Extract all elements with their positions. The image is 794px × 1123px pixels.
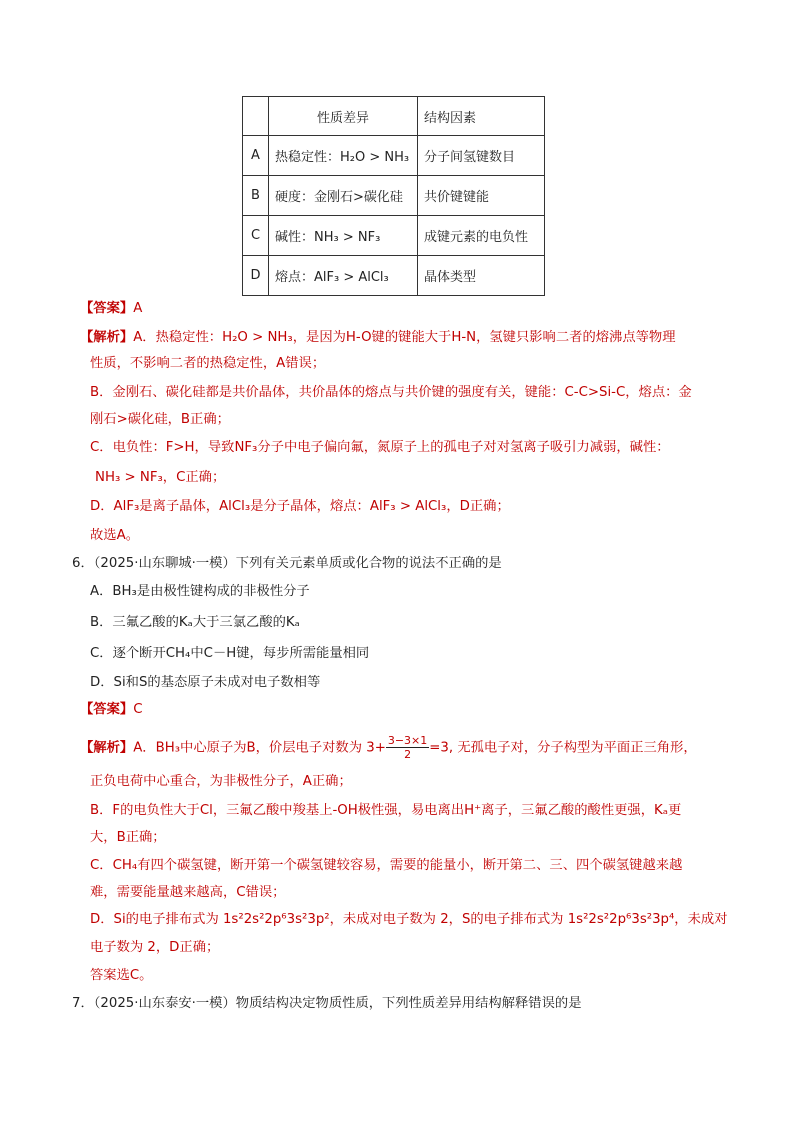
fraction: $\frac{3-3\times 1}{2}$ bbox=[387, 734, 428, 761]
table-header-cell bbox=[243, 97, 269, 136]
analysis-tag: 【解析】 bbox=[80, 330, 134, 345]
q6-analysis-line: 大，B正确； bbox=[90, 830, 166, 845]
table-row bbox=[243, 256, 545, 296]
q7-stem: 7．（2025·山东泰安·一模）物质结构决定物质性质，下列性质差异用结构解释错误的是 bbox=[72, 996, 582, 1011]
q6-analysis-line: 答案选C。 bbox=[90, 968, 153, 983]
q5-analysis-line: B．金刚石、碳化硅都是共价晶体，共价晶体的熔点与共价键的强度有关，键能：C-C>Si-C，熔点：金 bbox=[90, 385, 692, 400]
q6-analysis-line: B．F的电负性大于Cl，三氟乙酸中羧基上-OH极性强，易电离出H⁺离子，三氟乙酸的酸性更强，Kₐ更 bbox=[90, 803, 682, 818]
q6-stem: 6．（2025·山东聊城·一模）下列有关元素单质或化合物的说法不正确的是 bbox=[72, 556, 502, 571]
row-factor: 晶体类型 bbox=[418, 256, 545, 296]
row-label: A bbox=[243, 136, 269, 176]
row-property: 硬度：金刚石>碳化硅 bbox=[269, 176, 418, 216]
row-property: 熔点：AlF₃ > AlCl₃ bbox=[269, 256, 418, 296]
answer-tag: 【答案】 bbox=[80, 301, 134, 316]
q5-analysis-line: 刚石>碳化硅，B正确； bbox=[90, 412, 230, 427]
row-property: 热稳定性：H₂O > NH₃ bbox=[269, 136, 418, 176]
row-property: 碱性：NH₃ > NF₃ bbox=[269, 216, 418, 256]
q5-analysis-line: 故选A。 bbox=[90, 528, 139, 543]
q6-analysis-line: D．Si的电子排布式为 1s²2s²2p⁶3s²3p²，未成对电子数为 2，S的电子排布式为 1s²2s²2p⁶3s²3p⁴，未成对 bbox=[90, 912, 728, 927]
q5-analysis-line: 【解析】A．热稳定性：H₂O > NH₃，是因为H-O键的键能大于H-N，氢键只影响二者的熔沸点等物理 bbox=[80, 330, 676, 345]
table-row bbox=[243, 136, 545, 176]
row-label: C bbox=[243, 216, 269, 256]
q6-option-a: A．BH₃是由极性键构成的非极性分子 bbox=[90, 584, 310, 599]
q5-analysis-line: D．AlF₃是离子晶体，AlCl₃是分子晶体，熔点：AlF₃ > AlCl₃，D正确； bbox=[90, 499, 510, 514]
analysis-tag: 【解析】 bbox=[80, 740, 134, 756]
answer-tag: 【答案】 bbox=[80, 702, 134, 717]
row-label: B bbox=[243, 176, 269, 216]
q6-answer bbox=[80, 701, 142, 719]
q6-analysis-line: C．CH₄有四个碳氢键，断开第一个碳氢键较容易，需要的能量小，断开第二、三、四个碳氢键越来越 bbox=[90, 858, 683, 873]
q5-analysis-line: NH₃ > NF₃，C正确； bbox=[95, 470, 226, 485]
question-table bbox=[242, 96, 545, 296]
q6-option-c: C．逐个断开CH₄中C－H键，每步所需能量相同 bbox=[90, 646, 370, 661]
q6-analysis-line: 电子数为 2，D正确； bbox=[90, 940, 220, 955]
table-row bbox=[243, 216, 545, 256]
q6-analysis-line: 【解析】A．BH₃中心原子为B，价层电子对数为 3+ $\frac{3-3\times 1}{2}$ =3, 无孤电子对，分子构型为平面正三角形， bbox=[80, 734, 697, 761]
table-header-row bbox=[243, 97, 545, 136]
q5-answer bbox=[80, 300, 142, 318]
answer-value: A bbox=[133, 301, 143, 316]
row-factor: 分子间氢键数目 bbox=[418, 136, 545, 176]
row-factor: 成键元素的电负性 bbox=[418, 216, 545, 256]
q5-analysis-line: C．电负性：F>H，导致NF₃分子中电子偏向氟，氮原子上的孤电子对对氢离子吸引力减弱，碱性： bbox=[90, 440, 670, 455]
q6-option-d: D．Si和S的基态原子未成对电子数相等 bbox=[90, 675, 321, 690]
q5-analysis-line: 性质，不影响二者的热稳定性，A错误； bbox=[90, 356, 326, 371]
table-header-cell: 结构因素 bbox=[418, 97, 545, 136]
q6-option-b: B．三氟乙酸的Kₐ大于三氯乙酸的Kₐ bbox=[90, 615, 300, 630]
q6-analysis-line: 难，需要能量越来越高，C错误； bbox=[90, 885, 286, 900]
table-row bbox=[243, 176, 545, 216]
answer-value: C bbox=[133, 702, 143, 717]
q6-analysis-line: 正负电荷中心重合，为非极性分子，A正确； bbox=[90, 774, 352, 789]
row-factor: 共价键键能 bbox=[418, 176, 545, 216]
row-label: D bbox=[243, 256, 269, 296]
table-header-cell: 性质差异 bbox=[269, 97, 418, 136]
